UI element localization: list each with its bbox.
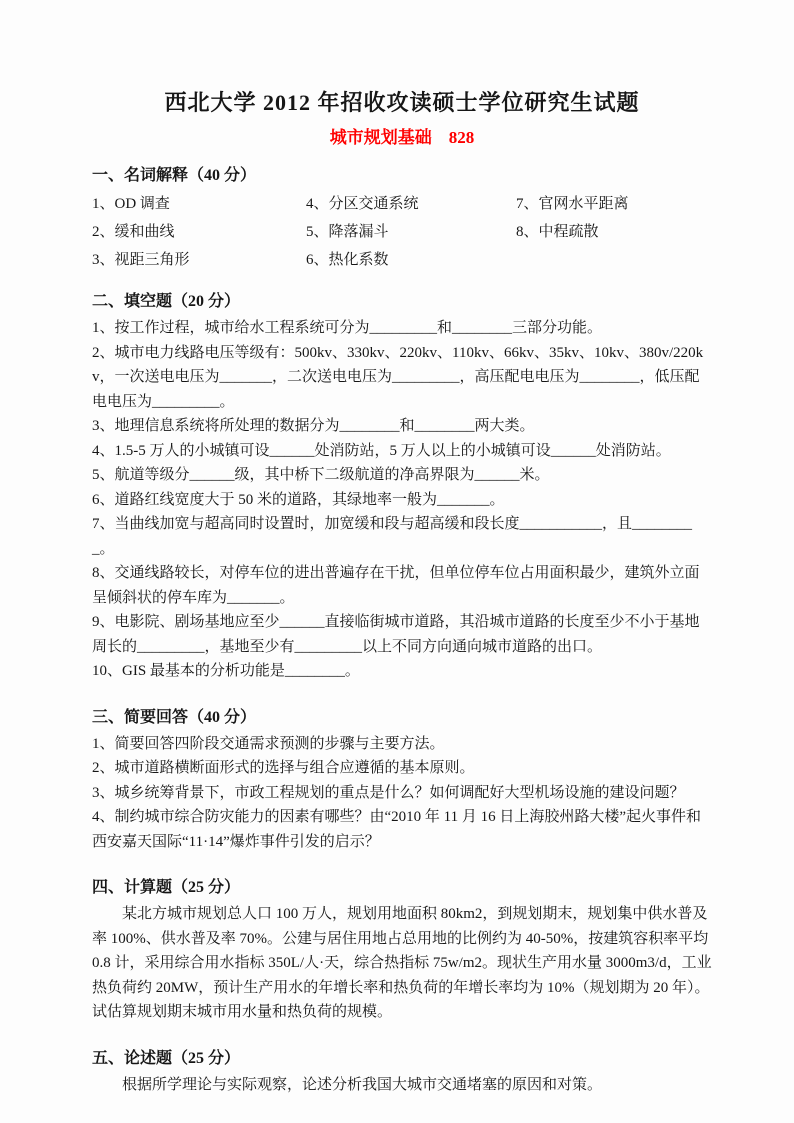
section-calc-heading: 四、计算题（25 分） [92,879,241,896]
fill-item: 2、城市电力线路电压等级有：500kv、330kv、220kv、110kv、66kv、35kv、10kv、380v/220kv，一次送电电压为_______，二次送电电压为_________，高压配电电压为________，低压配电电压为_________。 [92,344,704,410]
section-essay-heading: 五、论述题（25 分） [92,1049,241,1067]
calc-problem-text: 某北方城市规划总人口 100 万人，规划用地面积 80km2，到规划期末，规划集中供水普及率 100%、供水普及率 70%。公建与居住用地占总用地的比例约为 40-50%，按建筑容积率平均 0.8 计，采用综合用水指标 350L/人·天，综合热指标 75w/m2。现状生产用水量 3000m3/d，工业热负荷约 20MW，预计生产用水的年增长率和热负荷的年增长率均为 10%（规划期为 20 年）。试估算规划期末城市用水量和热负荷的规模。 [92,906,712,1020]
term-item: 8、中程疏散 [516,224,599,240]
fill-item: 8、交通线路较长，对停车位的进出普遍存在干扰，但单位停车位占用面积最少，建筑外立面呈倾斜状的停车库为_______。 [92,565,700,606]
term-item: 1、OD 调查 [92,196,170,212]
term-item: 3、视距三角形 [92,252,190,268]
term-item: 4、分区交通系统 [306,196,419,212]
fill-item: 1、按工作过程，城市给水工程系统可分为_________和________三部分功能。 [92,320,603,336]
fill-item: 6、道路红线宽度大于 50 米的道路，其绿地率一般为_______。 [92,491,505,508]
term-item: 5、降落漏斗 [306,224,389,240]
term-item: 7、官网水平距离 [516,196,629,212]
section-calculation [92,874,712,1025]
term-item: 6、热化系数 [306,252,389,268]
section-terms [92,162,712,274]
fill-item: 9、电影院、剧场基地应至少______直接临街城市道路，其沿城市道路的长度至少不小于基地周长的_________，基地至少有_________以上不同方向通向城市道路的出口。 [92,614,700,655]
short-answer-item: 4、制约城市综合防灾能力的因素有哪些？由“2010 年 11 月 16 日上海胶州路大楼”起火事件和西安嘉天国际“11·14”爆炸事件引发的启示？ [92,809,702,850]
section-terms-heading: 一、名词解释（40 分） [92,167,257,184]
page-title: 西北大学 2012 年招收攻读硕士学位研究生试题 [164,90,640,115]
section-essay [92,1045,712,1098]
terms-grid [92,190,712,274]
fill-item: 7、当曲线加宽与超高同时设置时，加宽缓和段与超高缓和段长度___________，且_________。 [92,516,693,557]
fill-item: 5、航道等级分______级，其中桥下二级航道的净高界限为______米。 [92,467,550,483]
subject-line: 城市规划基础 828 [329,128,475,147]
essay-prompt-text: 根据所学理论与实际观察，论述分析我国大城市交通堵塞的原因和对策。 [122,1076,603,1093]
section-fill-blanks [92,288,712,684]
fill-item: 4、1.5-5 万人的小城镇可设______处消防站，5 万人以上的小城镇可设______处消防站。 [92,442,671,459]
section-short-heading: 三、简要回答（40 分） [92,708,257,726]
fill-item: 10、GIS 最基本的分析功能是________。 [92,663,360,679]
section-fill-heading: 二、填空题（20 分） [92,293,241,310]
short-answer-item: 3、城乡统筹背景下，市政工程规划的重点是什么？如何调配好大型机场设施的建设问题？ [92,784,685,801]
section-short-answer [92,704,712,855]
fill-item: 3、地理信息系统将所处理的数据分为________和________两大类。 [92,418,535,434]
term-item: 2、缓和曲线 [92,224,175,240]
short-answer-item: 2、城市道路横断面形式的选择与组合应遵循的基本原则。 [92,760,475,776]
short-answer-item: 1、简要回答四阶段交通需求预测的步骤与主要方法。 [92,735,445,752]
